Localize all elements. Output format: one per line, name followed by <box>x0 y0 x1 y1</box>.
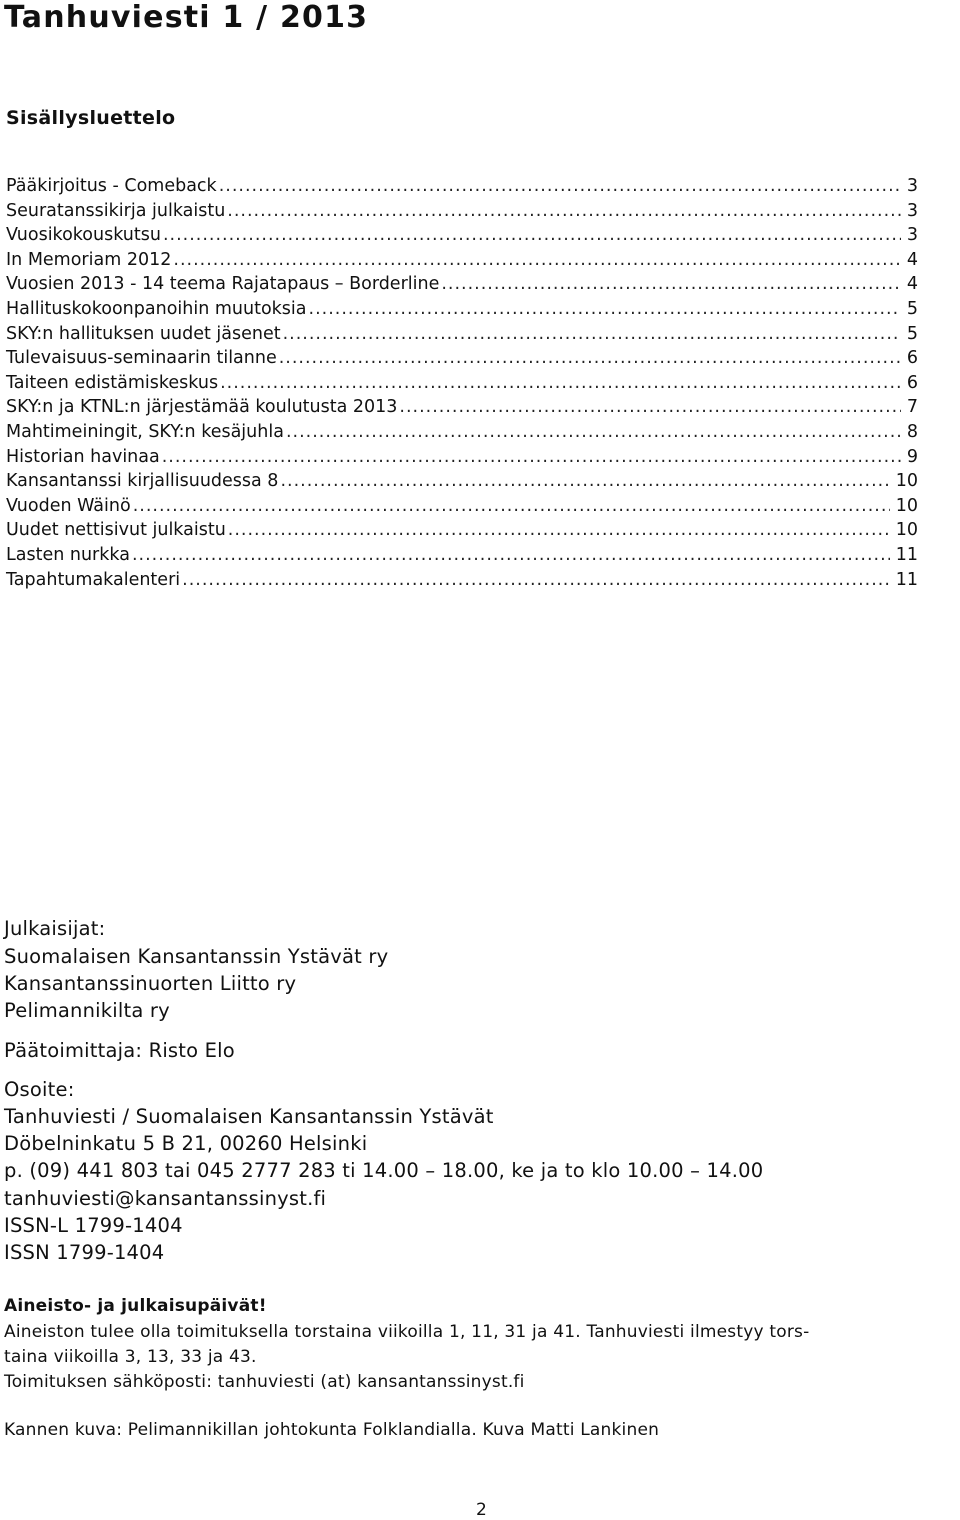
address-line: Tanhuviesti / Suomalaisen Kansantanssin Ystävät <box>4 1105 494 1128</box>
deadlines-heading: Aineisto- ja julkaisupäivät! <box>4 1296 267 1316</box>
editorial-email: Toimituksen sähköposti: tanhuviesti (at) kansantanssinyst.fi <box>4 1372 525 1392</box>
toc-entry-page: 3 <box>906 225 918 246</box>
publishers-label: Julkaisijat: <box>4 917 106 940</box>
toc-entry <box>6 494 918 519</box>
address-line: Döbelninkatu 5 B 21, 00260 Helsinki <box>4 1132 368 1155</box>
toc-entry-title: SKY:n hallituksen uudet jäsenet <box>6 323 281 344</box>
issn-line: ISSN 1799-1404 <box>4 1241 165 1264</box>
toc-leader <box>220 371 901 395</box>
issn-l-line: ISSN-L 1799-1404 <box>4 1214 183 1237</box>
toc-entry <box>6 445 918 470</box>
toc-entry-page: 11 <box>895 569 918 590</box>
toc-entry <box>6 518 918 543</box>
toc-entry-page: 7 <box>906 397 918 418</box>
toc-entry-title: Tulevaisuus-seminaarin tilanne <box>6 348 277 369</box>
toc-entry-page: 4 <box>906 274 918 295</box>
toc-entry-title: Kansantanssi kirjallisuudessa 8 <box>6 471 279 492</box>
toc-entry-title: Tapahtumakalenteri <box>6 569 181 590</box>
toc-leader <box>280 469 889 493</box>
toc-entry-title: Historian havinaa <box>6 446 160 467</box>
table-of-contents <box>6 174 918 592</box>
toc-entry <box>6 568 918 593</box>
toc-entry-title: Taiteen edistämiskeskus <box>6 372 219 393</box>
email-line: tanhuviesti@kansantanssinyst.fi <box>4 1187 327 1210</box>
toc-entry-title: Uudet nettisivut julkaistu <box>6 520 226 541</box>
toc-leader <box>283 322 901 346</box>
toc-entry-page: 6 <box>906 348 918 369</box>
toc-leader <box>163 223 901 247</box>
toc-entry-page: 3 <box>906 176 918 196</box>
toc-leader <box>173 248 900 272</box>
toc-entry <box>6 371 918 396</box>
toc-entry-page: 9 <box>906 446 918 467</box>
deadlines-text: Aineiston tulee olla toimituksella torstaina viikoilla 1, 11, 31 ja 41. Tanhuviesti ilmestyy tors- <box>4 1322 810 1342</box>
publisher-line: Pelimannikilta ry <box>4 999 170 1022</box>
toc-leader <box>228 518 890 542</box>
toc-entry-page: 10 <box>895 520 918 541</box>
toc-leader <box>309 297 901 321</box>
toc-entry-page: 4 <box>906 249 918 270</box>
toc-entry-page: 10 <box>895 471 918 492</box>
phone-line: p. (09) 441 803 tai 045 2777 283 ti 14.00 – 18.00, ke ja to klo 10.00 – 14.00 <box>4 1159 764 1182</box>
toc-leader <box>399 395 900 419</box>
toc-entry-page: 8 <box>906 421 918 442</box>
toc-entry <box>6 543 918 568</box>
toc-entry-page: 11 <box>895 544 918 565</box>
toc-entry-page: 5 <box>906 323 918 344</box>
editor-in-chief: Päätoimittaja: Risto Elo <box>4 1039 235 1062</box>
document-title: Tanhuviesti 1 / 2013 <box>4 0 369 35</box>
toc-entry <box>6 469 918 494</box>
publisher-line: Kansantanssinuorten Liitto ry <box>4 972 297 995</box>
toc-leader <box>219 174 901 198</box>
toc-entry <box>6 420 918 445</box>
toc-entry-title: Seuratanssikirja julkaistu <box>6 200 226 221</box>
toc-leader <box>132 543 890 567</box>
toc-entry-title: Pääkirjoitus - Comeback <box>6 176 217 196</box>
toc-entry-page: 3 <box>906 200 918 221</box>
toc-entry-title: In Memoriam 2012 <box>6 249 172 270</box>
deadlines-text: taina viikoilla 3, 13, 33 ja 43. <box>4 1347 257 1367</box>
toc-entry <box>6 297 918 322</box>
toc-entry <box>6 223 918 248</box>
address-label: Osoite: <box>4 1078 75 1101</box>
toc-entry-title: Vuosikokouskutsu <box>6 225 161 246</box>
toc-leader <box>162 445 901 469</box>
toc-leader <box>279 346 901 370</box>
toc-entry-title: Hallituskokoonpanoihin muutoksia <box>6 298 307 319</box>
toc-entry-page: 6 <box>906 372 918 393</box>
toc-leader <box>227 199 901 223</box>
toc-entry-title: Vuoden Wäinö <box>6 495 131 516</box>
toc-entry <box>6 346 918 371</box>
toc-entry-title: SKY:n ja KTNL:n järjestämää koulutusta 2013 <box>6 397 398 418</box>
toc-entry <box>6 199 918 224</box>
toc-leader <box>286 420 901 444</box>
toc-leader <box>441 272 901 296</box>
toc-entry-title: Vuosien 2013 - 14 teema Rajatapaus – Borderline <box>6 274 440 295</box>
toc-entry <box>6 272 918 297</box>
toc-entry-page: 10 <box>895 495 918 516</box>
toc-heading: Sisällysluettelo <box>6 107 176 129</box>
toc-entry-title: Mahtimeiningit, SKY:n kesäjuhla <box>6 421 284 442</box>
toc-entry <box>6 322 918 347</box>
toc-entry-page: 5 <box>906 298 918 319</box>
toc-entry <box>6 174 918 199</box>
cover-caption: Kannen kuva: Pelimannikillan johtokunta Folklandialla. Kuva Matti Lankinen <box>4 1420 660 1440</box>
toc-entry <box>6 395 918 420</box>
toc-leader <box>133 494 890 518</box>
toc-leader <box>182 568 890 592</box>
page-number: 2 <box>476 1500 487 1520</box>
publisher-line: Suomalaisen Kansantanssin Ystävät ry <box>4 945 389 968</box>
toc-entry <box>6 248 918 273</box>
toc-entry-title: Lasten nurkka <box>6 544 130 565</box>
